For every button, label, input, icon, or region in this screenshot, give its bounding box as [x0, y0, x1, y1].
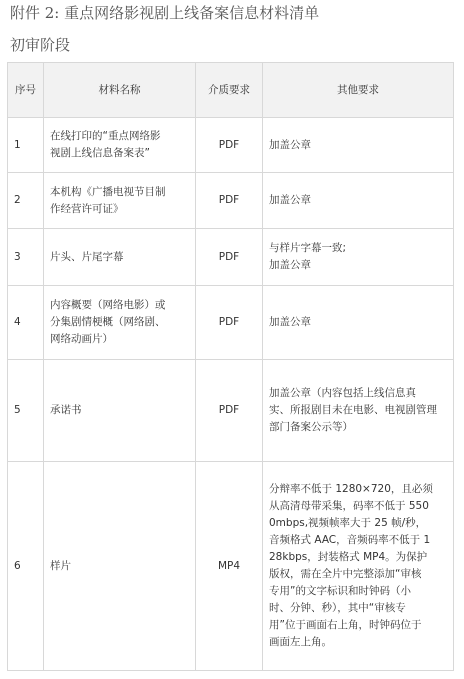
material-name: [44, 173, 196, 229]
header-name: 材料名称: [44, 63, 196, 118]
table-row: [8, 229, 454, 286]
header-format: 介质要求: [196, 63, 263, 118]
material-name-line: 作经营许可证》: [50, 202, 124, 215]
row-number: 1: [8, 118, 44, 173]
header-no: 序号: [8, 63, 44, 118]
table-row: [8, 173, 454, 229]
media-format: PDF: [196, 360, 263, 462]
media-format: PDF: [196, 286, 263, 360]
requirement-line: 与样片字幕一致;: [269, 242, 347, 254]
table-row: [8, 286, 454, 360]
other-requirements: [263, 286, 454, 360]
requirement-line: 用”位于画面右上角，时钟码位于: [269, 619, 422, 631]
material-name: [44, 462, 196, 671]
other-requirements: [263, 118, 454, 173]
material-name-line: 网络动画片）: [50, 333, 113, 345]
table-row: [8, 360, 454, 462]
material-name-line: 本机构《广播电视节目制: [50, 185, 166, 198]
material-name: [44, 229, 196, 286]
material-name-line: 内容概要（网络电影）或: [50, 299, 166, 311]
header-other: 其他要求: [263, 63, 454, 118]
table-header-row: [8, 63, 454, 118]
requirement-line: 画面左上角。: [269, 636, 332, 648]
requirement-line: 音频格式 AAC，音频码率不低于 1: [269, 534, 431, 546]
materials-table: [7, 62, 454, 671]
table-body: [8, 118, 454, 671]
material-name: [44, 360, 196, 462]
requirement-line: 加盖公章: [269, 316, 311, 328]
other-requirements: [263, 173, 454, 229]
material-name-line: 分集剧情梗概（网络剧、: [50, 316, 166, 328]
requirement-line: 时、分钟、秒），其中“审核专: [269, 602, 406, 614]
requirement-line: 加盖公章: [269, 138, 311, 151]
media-format: PDF: [196, 118, 263, 173]
material-name-line: 在线打印的“重点网络影: [50, 130, 161, 142]
row-number: 6: [8, 462, 44, 671]
media-format: PDF: [196, 173, 263, 229]
table-row: [8, 118, 454, 173]
requirement-line: 专用”的文字标识和时钟码（小: [269, 585, 411, 597]
row-number: 2: [8, 173, 44, 229]
requirement-line: 从高清母带采集，码率不低于 550: [269, 500, 429, 512]
document-title: 附件 2: 重点网络影视剧上线备案信息材料清单: [10, 4, 320, 22]
row-number: 3: [8, 229, 44, 286]
material-name-line: 承诺书: [50, 404, 82, 416]
material-name-line: 片头、片尾字幕: [50, 250, 124, 263]
requirement-line: 版权，需在全片中完整添加“审核: [269, 568, 422, 580]
requirement-line: 分辩率不低于 1280×720，且必须: [269, 483, 433, 495]
row-number: 5: [8, 360, 44, 462]
requirement-line: 0mbps,视频帧率大于 25 帧/秒，: [269, 517, 427, 529]
document-subtitle: 初审阶段: [10, 36, 71, 54]
requirement-paragraph: [269, 481, 447, 651]
material-name-line: 视剧上线信息备案表”: [50, 147, 150, 159]
requirement-line: 加盖公章: [269, 259, 311, 271]
table-row: [8, 462, 454, 671]
requirement-line: 加盖公章: [269, 194, 311, 206]
other-requirements: [263, 462, 454, 671]
media-format: MP4: [196, 462, 263, 671]
requirement-line: 28kbps，封装格式 MP4。为保护: [269, 551, 428, 563]
other-requirements: [263, 360, 454, 462]
requirement-line: 部门备案公示等）: [269, 421, 353, 433]
material-name: [44, 286, 196, 360]
other-requirements: [263, 229, 454, 286]
requirement-line: 实、所报剧目未在电影、电视剧管理: [269, 404, 437, 416]
material-name: [44, 118, 196, 173]
row-number: 4: [8, 286, 44, 360]
material-name-line: 样片: [50, 559, 71, 572]
requirement-line: 加盖公章（内容包括上线信息真: [269, 387, 416, 399]
media-format: PDF: [196, 229, 263, 286]
